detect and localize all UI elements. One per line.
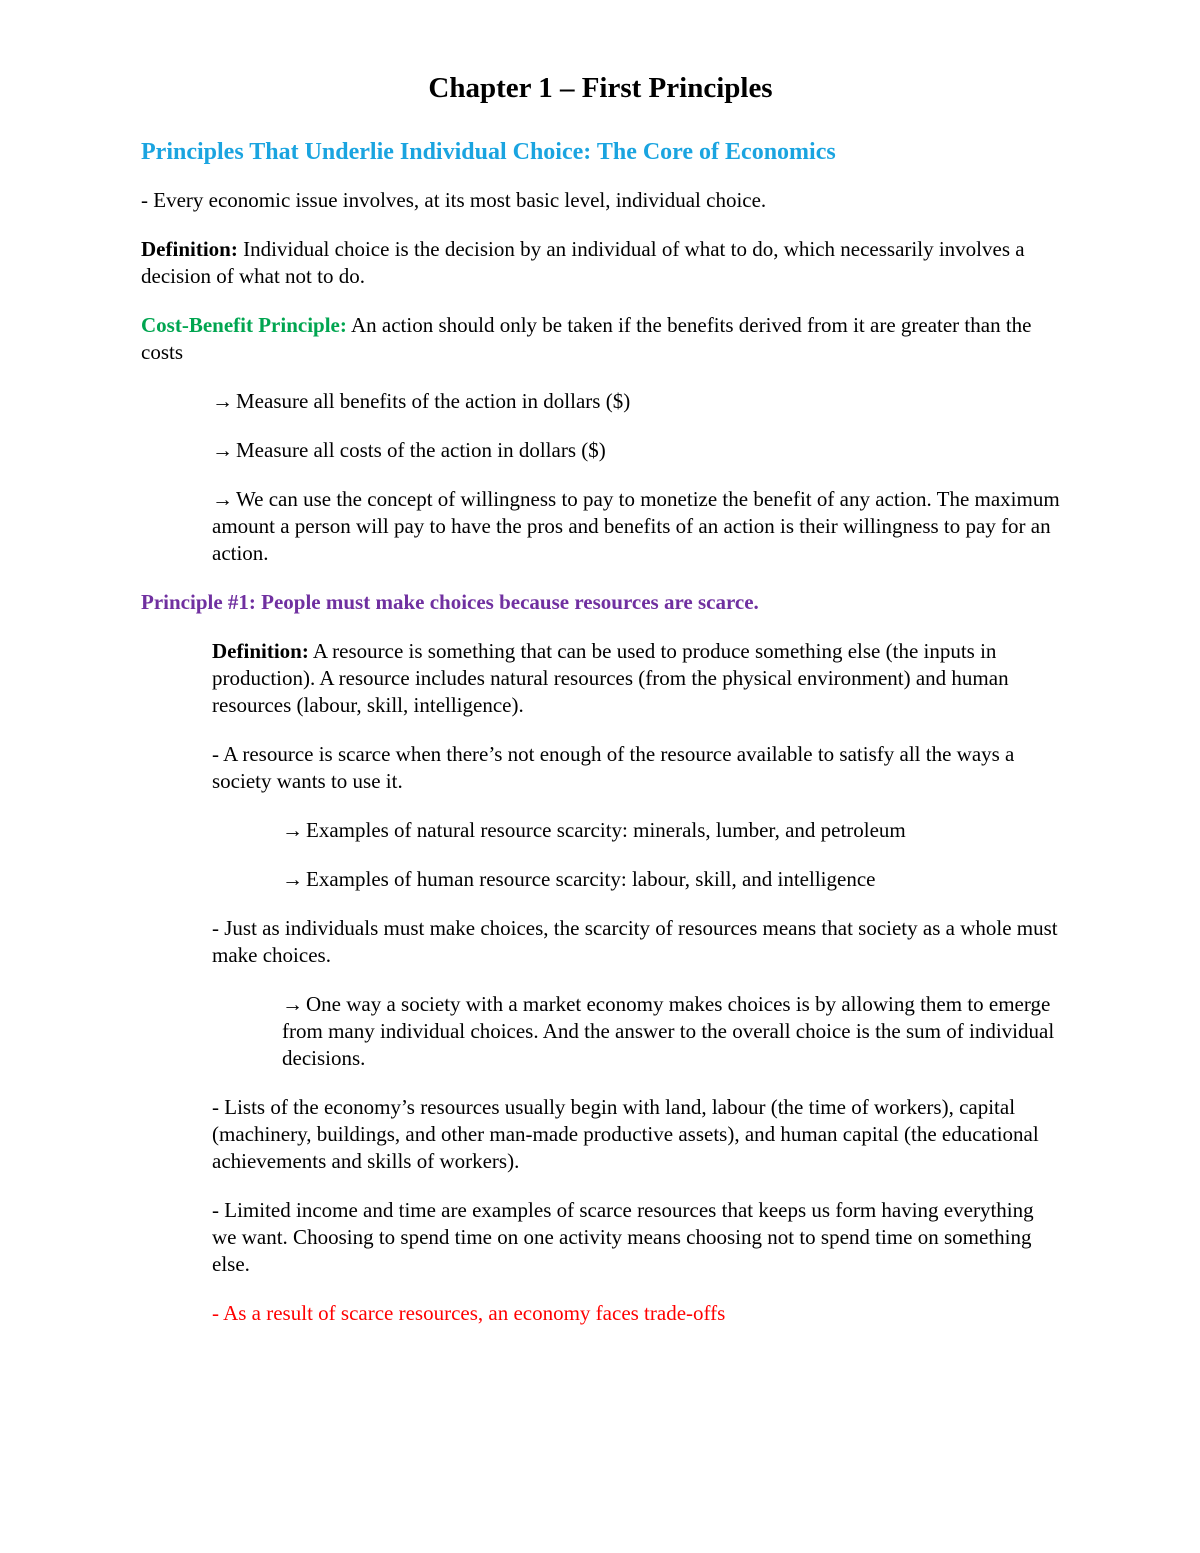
scarce-resource-paragraph: - A resource is scarce when there’s not enough of the resource available to satisfy all the ways a society wants to use it. bbox=[212, 742, 1015, 793]
scarcity-example bbox=[282, 866, 1060, 893]
bullet-text: Measure all benefits of the action in dollars ($) bbox=[236, 389, 631, 413]
arrow-right-icon: → bbox=[282, 867, 303, 891]
cost-benefit-bullet bbox=[212, 388, 1060, 415]
arrow-right-icon: → bbox=[282, 818, 303, 842]
definition-text: A resource is something that can be used to produce something else (the inputs in production). A resource includes natural resources (from the physical environment) and human resources (labour, skill, intelligence). bbox=[212, 639, 1009, 717]
example-text: Examples of human resource scarcity: labour, skill, and intelligence bbox=[306, 867, 876, 891]
bullet-text: We can use the concept of willingness to pay to monetize the benefit of any action. The maximum amount a person will pay to have the pros and benefits of an action is their willingness to pay for an action. bbox=[212, 487, 1060, 565]
cost-benefit-principle bbox=[141, 312, 1060, 366]
limited-income-paragraph: - Limited income and time are examples of scarce resources that keeps us form having everything we want. Choosing to spend time on one activity means choosing not to spend time on something else. bbox=[212, 1198, 1034, 1276]
society-choices-paragraph: - Just as individuals must make choices, the scarcity of resources means that society as a whole must make choices. bbox=[212, 916, 1058, 967]
cost-benefit-bullet bbox=[212, 486, 1060, 567]
definition-individual-choice bbox=[141, 236, 1060, 290]
cost-benefit-bullet bbox=[212, 437, 1060, 464]
intro-paragraph: - Every economic issue involves, at its most basic level, individual choice. bbox=[141, 188, 767, 212]
economy-resources-paragraph: - Lists of the economy’s resources usually begin with land, labour (the time of workers), capital (machinery, buildings, and other man-made productive assets), and human capital (the educational achievements and skills of workers). bbox=[212, 1095, 1039, 1173]
scarcity-example bbox=[282, 817, 1060, 844]
example-text: Examples of natural resource scarcity: minerals, lumber, and petroleum bbox=[306, 818, 906, 842]
definition-label: Definition: bbox=[212, 639, 309, 663]
principle-1-heading: Principle #1: People must make choices because resources are scarce. bbox=[141, 590, 759, 614]
arrow-right-icon: → bbox=[212, 438, 233, 462]
market-text: One way a society with a market economy makes choices is by allowing them to emerge from many individual choices. And the answer to the overall choice is the sum of individual decisions. bbox=[282, 992, 1055, 1070]
definition-resource bbox=[212, 638, 1060, 719]
cost-benefit-text: An action should only be taken if the benefits derived from it are greater than the costs bbox=[141, 313, 1032, 364]
bullet-text: Measure all costs of the action in dollars ($) bbox=[236, 438, 606, 462]
section-heading: Principles That Underlie Individual Choice: The Core of Economics bbox=[141, 139, 836, 165]
arrow-right-icon: → bbox=[212, 487, 233, 511]
arrow-right-icon: → bbox=[282, 992, 303, 1016]
definition-text: Individual choice is the decision by an individual of what to do, which necessarily involves a decision of what not to do. bbox=[141, 237, 1025, 288]
page-title: Chapter 1 – First Principles bbox=[428, 72, 773, 104]
cost-benefit-label: Cost-Benefit Principle: bbox=[141, 313, 347, 337]
definition-label: Definition: bbox=[141, 237, 238, 261]
trade-offs-paragraph: - As a result of scarce resources, an economy faces trade-offs bbox=[212, 1301, 726, 1325]
arrow-right-icon: → bbox=[212, 389, 233, 413]
market-economy-paragraph bbox=[282, 991, 1060, 1072]
